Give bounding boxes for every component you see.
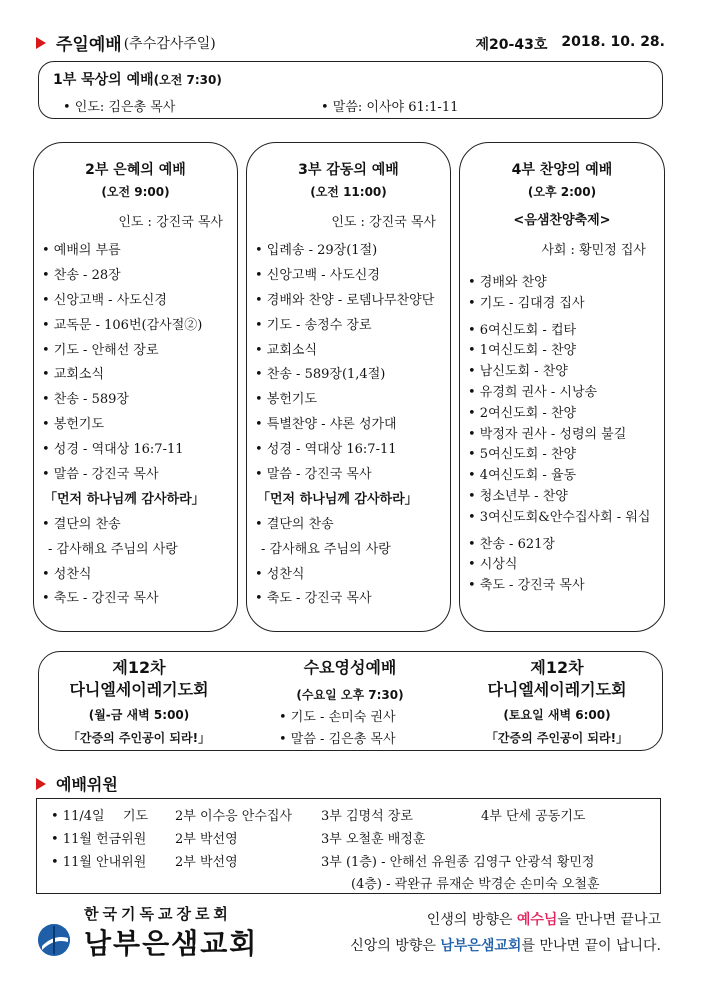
list-item: • 성경 - 역대상 16:7-11: [255, 442, 397, 458]
motto-highlight: 남부은샘교회: [440, 938, 522, 954]
service-1-title: 1부 묵상의 예배: [53, 72, 154, 88]
list-item: • 특별찬양 - 샤론 성가대: [255, 417, 397, 433]
denomination-name: 한국기독교장로회: [84, 905, 232, 923]
list-item: • 예배의 부름: [42, 243, 121, 258]
daniel-weekday-theme: 「간증의 주인공이 되라!」: [67, 731, 211, 745]
list-item: • 6여신도회 - 컵타: [468, 322, 577, 338]
list-item: • 찬송 - 589장(1,4절): [255, 367, 386, 383]
list-item: • 교독문 - 106번(감사절②): [42, 317, 203, 333]
motto-text: 인생의 방향은: [426, 912, 517, 928]
row-col3: 3부 오철훈 배정훈: [321, 832, 426, 847]
motto-line-1: [427, 909, 661, 929]
row-col3: 3부 (1층) - 안해선 유원종 김영구 안광석 황민정: [321, 855, 595, 870]
list-item: • 말씀 - 강진국 목사: [255, 467, 372, 483]
issue-info: [476, 34, 665, 54]
row-label: • 11/4일: [51, 809, 105, 824]
committee-box: [36, 798, 661, 894]
service-1-box: [38, 61, 663, 119]
motto-text: 신앙의 방향은: [350, 938, 441, 954]
row-col2: 2부 이수응 안수집사: [175, 809, 292, 824]
service-2-title: 2부 은혜의 예배: [85, 162, 186, 178]
wednesday-prayer: • 기도 - 손미숙 권사: [279, 710, 396, 725]
service-2-time: (오전 9:00): [101, 185, 170, 199]
list-item: • 청소년부 - 찬양: [468, 488, 568, 504]
list-item: • 남신도회 - 찬양: [468, 364, 568, 380]
list-item: • 입례송 - 29장(1절): [255, 243, 378, 258]
triangle-bullet-icon: [36, 778, 46, 790]
daniel-saturday-block: [467, 657, 647, 749]
service-4-title: 4부 찬양의 예배: [511, 162, 613, 178]
list-item: • 신앙고백 - 사도신경: [42, 292, 167, 308]
wednesday-block: [255, 657, 445, 751]
section-title: 주일예배: [56, 35, 122, 55]
wednesday-time: (수요일 오후 7:30): [296, 688, 404, 702]
list-item: • 5여신도회 - 찬양: [468, 447, 577, 463]
service-1-heading: [53, 69, 222, 89]
service-3-order: [255, 239, 434, 612]
daniel-weekday-time: (월-금 새벽 5:00): [88, 708, 190, 722]
wednesday-title: 수요영성예배: [303, 658, 397, 677]
service-1-prayer: • 인도: 김은총 목사: [63, 100, 176, 115]
triangle-bullet-icon: [36, 37, 46, 49]
issue-number: 제20-43호: [475, 37, 548, 53]
motto-text: 를 만나면 끝이 납니다.: [521, 938, 661, 954]
service-2-presider: 인도 : 강진국 목사: [118, 215, 223, 230]
service-1-sermon: • 말씀: 이사야 61:1-11: [321, 100, 459, 115]
row-label: • 11월 안내위원: [51, 855, 147, 870]
list-item: • 2여신도회 - 찬양: [468, 405, 577, 421]
list-item: • 찬송 - 589장: [42, 392, 129, 408]
row-col3: (4층) - 곽완규 류재순 박경순 손미숙 오철훈: [351, 877, 600, 892]
service-3-title: 3부 감동의 예배: [298, 162, 399, 178]
list-item: • 4여신도회 - 율동: [468, 468, 577, 484]
list-item: • 기도 - 김대경 집사: [468, 295, 585, 311]
list-item: • 축도 - 강진국 목사: [468, 578, 585, 594]
list-item: • 결단의 찬송: [42, 516, 121, 532]
weekday-services-box: [38, 651, 663, 751]
list-item: • 축도 - 강진국 목사: [42, 591, 159, 607]
wednesday-sermon: • 말씀 - 김은총 목사: [279, 732, 396, 747]
service-2-box: [33, 142, 238, 632]
list-item: • 찬송 - 28장: [42, 267, 121, 283]
daniel-saturday-title2: 다니엘세이레기도회: [487, 680, 627, 699]
service-1-time: (오전 7:30): [153, 73, 222, 87]
motto-line-2: [350, 935, 661, 955]
row-col2: 2부 박선영: [175, 855, 238, 870]
service-4-order: [468, 273, 650, 597]
service-4-presider: 사회 : 황민정 집사: [541, 243, 646, 258]
service-4-box: [459, 142, 665, 632]
list-item: • 교회소식: [42, 367, 105, 383]
list-item: • 경배와 찬양 - 로뎀나무찬양단: [255, 292, 435, 308]
list-item: • 성경 - 역대상 16:7-11: [42, 442, 184, 458]
list-item: • 경배와 찬양: [468, 275, 547, 290]
list-item: • 봉헌기도: [42, 417, 105, 433]
committee-header: [36, 772, 118, 795]
daniel-weekday-block: [49, 657, 229, 749]
service-2-order: [42, 239, 205, 612]
church-logo-icon: [38, 924, 70, 956]
list-item: • 교회소식: [255, 342, 318, 358]
service-3-box: [246, 142, 451, 632]
list-item: • 기도 - 송정수 장로: [255, 317, 372, 333]
list-item: • 3여신도회&안수집사회 - 워십: [468, 509, 651, 525]
sermon-title: 「먼저 하나님께 감사하라」: [44, 491, 205, 507]
daniel-saturday-time: (토요일 새벽 6:00): [503, 708, 611, 722]
list-item: • 시상식: [468, 557, 518, 573]
list-item: • 유경희 권사 - 시낭송: [468, 384, 598, 400]
row-col4: 4부 단세 공동기도: [481, 809, 586, 824]
daniel-saturday-title1: 제12차: [530, 658, 584, 677]
list-item: • 기도 - 안해선 장로: [42, 342, 159, 358]
list-item: • 1여신도회 - 찬양: [468, 343, 577, 359]
list-item: • 축도 - 강진국 목사: [255, 591, 372, 607]
church-name: 남부은샘교회: [84, 927, 259, 960]
list-item: • 봉헌기도: [255, 392, 318, 408]
list-item: • 박정자 권사 - 성령의 불길: [468, 426, 627, 442]
row-col3: 3부 김명석 장로: [321, 809, 413, 824]
motto-highlight: 예수님: [516, 912, 558, 928]
service-4-festival: <음샘찬양축제>: [513, 213, 611, 228]
list-item: • 말씀 - 강진국 목사: [42, 467, 159, 483]
motto-text: 을 만나면 끝나고: [557, 912, 661, 928]
row-role: 기도: [123, 809, 149, 824]
list-item: - 감사해요 주님의 사랑: [48, 541, 178, 557]
daniel-weekday-title1: 제12차: [112, 658, 166, 677]
service-3-presider: 인도 : 강진국 목사: [331, 215, 436, 230]
list-item: - 감사해요 주님의 사랑: [261, 541, 391, 557]
list-item: • 결단의 찬송: [255, 516, 334, 532]
section-subtitle: (추수감사주일): [123, 35, 216, 52]
sermon-title: 「먼저 하나님께 감사하라」: [257, 491, 418, 507]
daniel-saturday-theme: 「간증의 주인공이 되라!」: [485, 731, 629, 745]
list-item: • 찬송 - 621장: [468, 536, 555, 552]
row-label: • 11월 헌금위원: [51, 832, 147, 847]
list-item: • 성찬식: [42, 566, 92, 582]
issue-date: 2018. 10. 28.: [561, 34, 665, 50]
daniel-weekday-title2: 다니엘세이레기도회: [69, 680, 209, 699]
row-col2: 2부 박선영: [175, 832, 238, 847]
bulletin-header: [36, 30, 216, 55]
committee-title: 예배위원: [56, 775, 118, 794]
service-4-time: (오후 2:00): [527, 185, 597, 199]
list-item: • 신앙고백 - 사도신경: [255, 267, 380, 283]
list-item: • 성찬식: [255, 566, 305, 582]
service-3-time: (오전 11:00): [310, 185, 387, 199]
